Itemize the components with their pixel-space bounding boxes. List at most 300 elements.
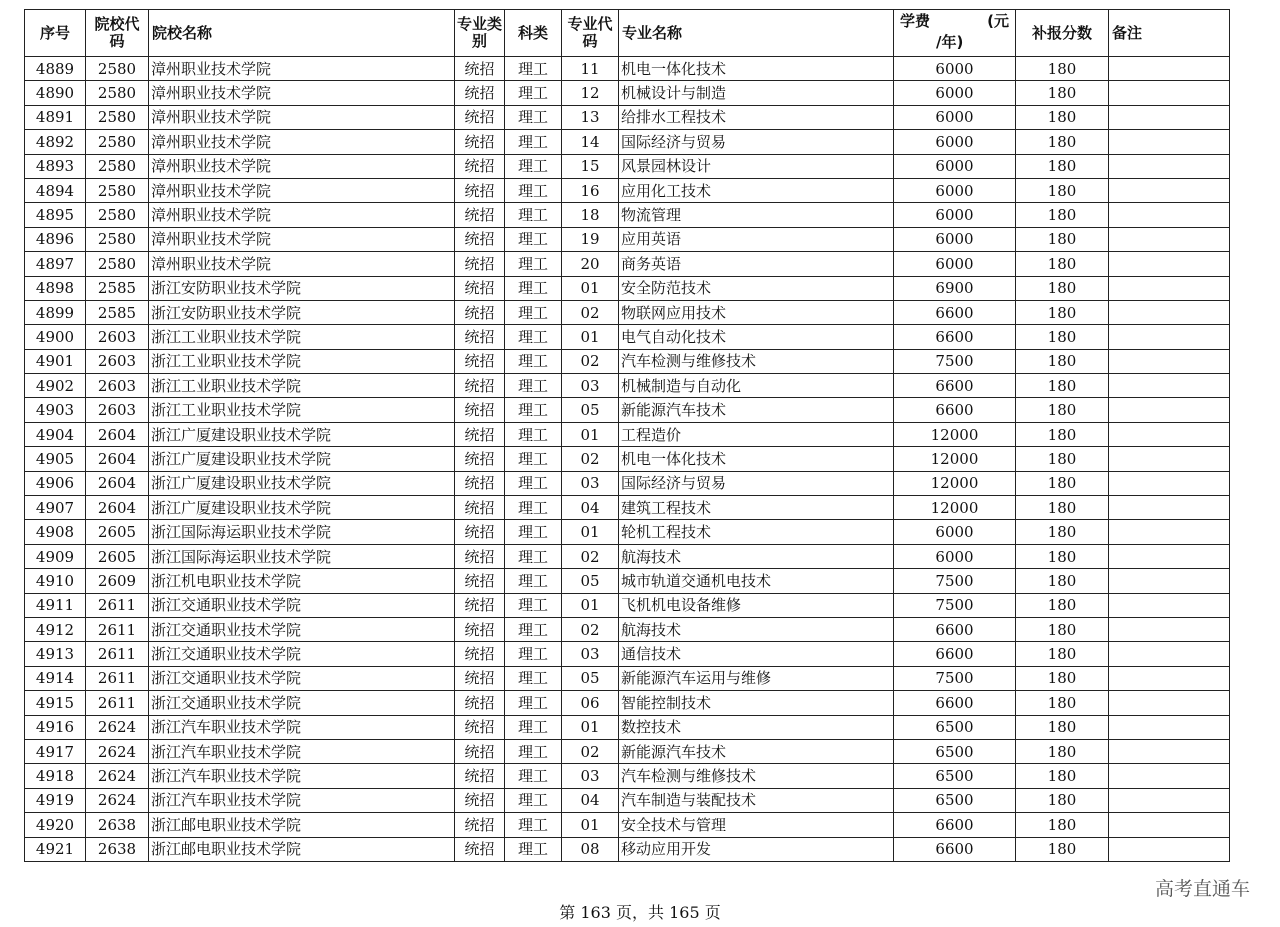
cell-major-name: 电气自动化技术 — [619, 325, 894, 349]
cell-fee: 6000 — [894, 252, 1016, 276]
table-row — [25, 593, 1230, 617]
cell-note — [1109, 617, 1230, 641]
cell-major-name: 汽车检测与维修技术 — [619, 764, 894, 788]
cell-major-name: 飞机机电设备维修 — [619, 593, 894, 617]
cell-seq: 4890 — [25, 81, 86, 105]
cell-major-category: 统招 — [455, 666, 505, 690]
cell-major-name: 工程造价 — [619, 422, 894, 446]
cell-subject: 理工 — [505, 617, 562, 641]
cell-school-name: 浙江安防职业技术学院 — [149, 276, 455, 300]
cell-school-code: 2624 — [86, 788, 149, 812]
cell-score: 180 — [1016, 666, 1109, 690]
cell-major-code: 05 — [562, 398, 619, 422]
cell-note — [1109, 422, 1230, 446]
cell-major-code: 18 — [562, 203, 619, 227]
table-row — [25, 422, 1230, 446]
cell-school-name: 浙江交通职业技术学院 — [149, 666, 455, 690]
cell-score: 180 — [1016, 788, 1109, 812]
cell-score: 180 — [1016, 544, 1109, 568]
cell-fee: 6600 — [894, 813, 1016, 837]
cell-score: 180 — [1016, 764, 1109, 788]
table-row — [25, 57, 1230, 81]
cell-major-name: 新能源汽车运用与维修 — [619, 666, 894, 690]
header-fee-unit-close: /年) — [936, 33, 964, 51]
cell-major-code: 16 — [562, 178, 619, 202]
cell-score: 180 — [1016, 617, 1109, 641]
cell-score: 180 — [1016, 496, 1109, 520]
table-row — [25, 496, 1230, 520]
cell-subject: 理工 — [505, 447, 562, 471]
cell-subject: 理工 — [505, 666, 562, 690]
table-row — [25, 569, 1230, 593]
cell-major-category: 统招 — [455, 349, 505, 373]
cell-score: 180 — [1016, 154, 1109, 178]
cell-school-name: 浙江广厦建设职业技术学院 — [149, 422, 455, 446]
cell-score: 180 — [1016, 325, 1109, 349]
cell-score: 180 — [1016, 691, 1109, 715]
cell-note — [1109, 788, 1230, 812]
cell-major-category: 统招 — [455, 617, 505, 641]
watermark-text: 高考直通车 — [1154, 878, 1250, 900]
cell-major-code: 15 — [562, 154, 619, 178]
cell-major-name: 智能控制技术 — [619, 691, 894, 715]
cell-school-code: 2611 — [86, 691, 149, 715]
cell-score: 180 — [1016, 276, 1109, 300]
cell-seq: 4910 — [25, 569, 86, 593]
cell-seq: 4899 — [25, 300, 86, 324]
cell-note — [1109, 178, 1230, 202]
cell-fee: 6000 — [894, 105, 1016, 129]
table-row — [25, 227, 1230, 251]
cell-major-name: 安全技术与管理 — [619, 813, 894, 837]
cell-major-name: 风景园林设计 — [619, 154, 894, 178]
cell-subject: 理工 — [505, 788, 562, 812]
cell-seq: 4907 — [25, 496, 86, 520]
table-row — [25, 81, 1230, 105]
cell-seq: 4901 — [25, 349, 86, 373]
cell-fee: 6500 — [894, 788, 1016, 812]
cell-major-name: 机电一体化技术 — [619, 447, 894, 471]
cell-fee: 6500 — [894, 715, 1016, 739]
cell-school-name: 漳州职业技术学院 — [149, 227, 455, 251]
cell-major-category: 统招 — [455, 398, 505, 422]
cell-school-name: 漳州职业技术学院 — [149, 252, 455, 276]
cell-score: 180 — [1016, 447, 1109, 471]
cell-major-name: 轮机工程技术 — [619, 520, 894, 544]
cell-fee: 6500 — [894, 739, 1016, 763]
cell-seq: 4900 — [25, 325, 86, 349]
cell-school-code: 2580 — [86, 154, 149, 178]
cell-school-code: 2604 — [86, 471, 149, 495]
table-row — [25, 691, 1230, 715]
cell-major-code: 01 — [562, 813, 619, 837]
header-major-code: 专业代码 — [562, 10, 619, 57]
cell-score: 180 — [1016, 178, 1109, 202]
cell-fee: 6000 — [894, 203, 1016, 227]
cell-score: 180 — [1016, 227, 1109, 251]
header-row — [25, 10, 1230, 57]
cell-note — [1109, 544, 1230, 568]
cell-fee: 7500 — [894, 593, 1016, 617]
cell-major-category: 统招 — [455, 227, 505, 251]
cell-major-name: 机械制造与自动化 — [619, 374, 894, 398]
cell-major-name: 汽车制造与装配技术 — [619, 788, 894, 812]
table-row — [25, 471, 1230, 495]
table-row — [25, 739, 1230, 763]
cell-major-code: 13 — [562, 105, 619, 129]
cell-major-code: 03 — [562, 642, 619, 666]
cell-fee: 12000 — [894, 447, 1016, 471]
cell-school-name: 浙江交通职业技术学院 — [149, 642, 455, 666]
cell-note — [1109, 154, 1230, 178]
header-score: 补报分数 — [1016, 10, 1109, 57]
cell-school-name: 漳州职业技术学院 — [149, 154, 455, 178]
cell-seq: 4916 — [25, 715, 86, 739]
cell-major-name: 航海技术 — [619, 617, 894, 641]
cell-score: 180 — [1016, 203, 1109, 227]
cell-school-code: 2611 — [86, 593, 149, 617]
header-subject: 科类 — [505, 10, 562, 57]
table-row — [25, 178, 1230, 202]
cell-seq: 4904 — [25, 422, 86, 446]
cell-school-code: 2611 — [86, 617, 149, 641]
cell-major-name: 机电一体化技术 — [619, 57, 894, 81]
cell-note — [1109, 691, 1230, 715]
cell-note — [1109, 837, 1230, 861]
cell-major-code: 04 — [562, 788, 619, 812]
cell-note — [1109, 666, 1230, 690]
cell-score: 180 — [1016, 422, 1109, 446]
cell-subject: 理工 — [505, 300, 562, 324]
cell-subject: 理工 — [505, 764, 562, 788]
cell-score: 180 — [1016, 300, 1109, 324]
table-row — [25, 666, 1230, 690]
cell-major-code: 12 — [562, 81, 619, 105]
cell-major-code: 01 — [562, 520, 619, 544]
cell-fee: 6000 — [894, 544, 1016, 568]
cell-score: 180 — [1016, 252, 1109, 276]
cell-school-code: 2603 — [86, 349, 149, 373]
cell-school-code: 2580 — [86, 252, 149, 276]
cell-note — [1109, 227, 1230, 251]
cell-major-name: 移动应用开发 — [619, 837, 894, 861]
cell-major-category: 统招 — [455, 422, 505, 446]
cell-major-category: 统招 — [455, 105, 505, 129]
cell-school-code: 2580 — [86, 178, 149, 202]
cell-major-category: 统招 — [455, 57, 505, 81]
cell-school-code: 2604 — [86, 447, 149, 471]
cell-fee: 7500 — [894, 569, 1016, 593]
cell-school-name: 浙江机电职业技术学院 — [149, 569, 455, 593]
cell-major-name: 新能源汽车技术 — [619, 739, 894, 763]
cell-major-category: 统招 — [455, 178, 505, 202]
cell-major-code: 02 — [562, 300, 619, 324]
table-row — [25, 715, 1230, 739]
cell-note — [1109, 300, 1230, 324]
cell-seq: 4913 — [25, 642, 86, 666]
cell-major-name: 航海技术 — [619, 544, 894, 568]
cell-major-category: 统招 — [455, 203, 505, 227]
cell-school-code: 2580 — [86, 130, 149, 154]
cell-major-category: 统招 — [455, 520, 505, 544]
cell-major-category: 统招 — [455, 739, 505, 763]
cell-major-code: 03 — [562, 374, 619, 398]
cell-score: 180 — [1016, 837, 1109, 861]
cell-fee: 6600 — [894, 325, 1016, 349]
cell-fee: 12000 — [894, 422, 1016, 446]
cell-score: 180 — [1016, 471, 1109, 495]
cell-subject: 理工 — [505, 813, 562, 837]
cell-note — [1109, 81, 1230, 105]
cell-subject: 理工 — [505, 374, 562, 398]
cell-school-name: 浙江汽车职业技术学院 — [149, 715, 455, 739]
cell-fee: 6000 — [894, 520, 1016, 544]
cell-fee: 12000 — [894, 471, 1016, 495]
cell-school-code: 2638 — [86, 813, 149, 837]
cell-seq: 4905 — [25, 447, 86, 471]
cell-fee: 6600 — [894, 300, 1016, 324]
cell-school-code: 2611 — [86, 642, 149, 666]
cell-note — [1109, 252, 1230, 276]
header-fee-unit-open: (元 — [987, 12, 1009, 30]
cell-major-category: 统招 — [455, 544, 505, 568]
cell-score: 180 — [1016, 398, 1109, 422]
cell-major-category: 统招 — [455, 154, 505, 178]
cell-major-category: 统招 — [455, 593, 505, 617]
cell-subject: 理工 — [505, 81, 562, 105]
cell-school-name: 浙江广厦建设职业技术学院 — [149, 447, 455, 471]
cell-seq: 4909 — [25, 544, 86, 568]
cell-note — [1109, 764, 1230, 788]
cell-school-name: 漳州职业技术学院 — [149, 203, 455, 227]
cell-subject: 理工 — [505, 471, 562, 495]
cell-fee: 6600 — [894, 374, 1016, 398]
cell-school-code: 2603 — [86, 398, 149, 422]
cell-score: 180 — [1016, 715, 1109, 739]
cell-subject: 理工 — [505, 569, 562, 593]
cell-school-name: 浙江汽车职业技术学院 — [149, 739, 455, 763]
cell-major-category: 统招 — [455, 447, 505, 471]
cell-seq: 4895 — [25, 203, 86, 227]
cell-school-name: 浙江邮电职业技术学院 — [149, 813, 455, 837]
table-row — [25, 374, 1230, 398]
cell-major-code: 14 — [562, 130, 619, 154]
cell-school-code: 2580 — [86, 105, 149, 129]
cell-school-name: 浙江汽车职业技术学院 — [149, 788, 455, 812]
cell-seq: 4908 — [25, 520, 86, 544]
cell-school-code: 2609 — [86, 569, 149, 593]
cell-major-category: 统招 — [455, 813, 505, 837]
cell-seq: 4917 — [25, 739, 86, 763]
cell-subject: 理工 — [505, 691, 562, 715]
table-body — [25, 57, 1230, 862]
table-row — [25, 349, 1230, 373]
table-row — [25, 837, 1230, 861]
table-row — [25, 203, 1230, 227]
cell-school-code: 2580 — [86, 57, 149, 81]
header-note: 备注 — [1109, 10, 1230, 57]
cell-major-code: 01 — [562, 715, 619, 739]
cell-school-name: 浙江邮电职业技术学院 — [149, 837, 455, 861]
cell-fee: 6600 — [894, 398, 1016, 422]
cell-school-code: 2624 — [86, 764, 149, 788]
header-fee — [894, 10, 1016, 57]
cell-subject: 理工 — [505, 154, 562, 178]
cell-major-category: 统招 — [455, 300, 505, 324]
cell-score: 180 — [1016, 520, 1109, 544]
cell-major-name: 建筑工程技术 — [619, 496, 894, 520]
cell-subject: 理工 — [505, 178, 562, 202]
cell-school-code: 2611 — [86, 666, 149, 690]
table-row — [25, 617, 1230, 641]
table-row — [25, 252, 1230, 276]
cell-major-category: 统招 — [455, 276, 505, 300]
cell-note — [1109, 642, 1230, 666]
cell-subject: 理工 — [505, 496, 562, 520]
cell-fee: 6000 — [894, 81, 1016, 105]
cell-seq: 4912 — [25, 617, 86, 641]
cell-seq: 4903 — [25, 398, 86, 422]
cell-school-name: 浙江交通职业技术学院 — [149, 593, 455, 617]
cell-school-name: 漳州职业技术学院 — [149, 105, 455, 129]
cell-subject: 理工 — [505, 252, 562, 276]
cell-subject: 理工 — [505, 130, 562, 154]
cell-major-code: 05 — [562, 569, 619, 593]
cell-score: 180 — [1016, 642, 1109, 666]
cell-subject: 理工 — [505, 593, 562, 617]
cell-subject: 理工 — [505, 276, 562, 300]
cell-school-name: 浙江国际海运职业技术学院 — [149, 520, 455, 544]
cell-score: 180 — [1016, 813, 1109, 837]
cell-major-code: 01 — [562, 276, 619, 300]
cell-note — [1109, 715, 1230, 739]
cell-note — [1109, 398, 1230, 422]
table-row — [25, 544, 1230, 568]
cell-seq: 4911 — [25, 593, 86, 617]
cell-seq: 4906 — [25, 471, 86, 495]
cell-major-code: 04 — [562, 496, 619, 520]
cell-note — [1109, 130, 1230, 154]
table-row — [25, 813, 1230, 837]
cell-note — [1109, 520, 1230, 544]
cell-fee: 6600 — [894, 642, 1016, 666]
cell-major-name: 给排水工程技术 — [619, 105, 894, 129]
cell-major-category: 统招 — [455, 252, 505, 276]
header-major-name: 专业名称 — [619, 10, 894, 57]
cell-school-code: 2585 — [86, 300, 149, 324]
cell-school-code: 2604 — [86, 496, 149, 520]
cell-major-code: 06 — [562, 691, 619, 715]
cell-seq: 4920 — [25, 813, 86, 837]
cell-seq: 4921 — [25, 837, 86, 861]
table-row — [25, 520, 1230, 544]
cell-fee: 7500 — [894, 666, 1016, 690]
cell-score: 180 — [1016, 739, 1109, 763]
cell-seq: 4896 — [25, 227, 86, 251]
cell-score: 180 — [1016, 81, 1109, 105]
cell-major-code: 01 — [562, 593, 619, 617]
cell-fee: 7500 — [894, 349, 1016, 373]
cell-major-name: 汽车检测与维修技术 — [619, 349, 894, 373]
cell-major-code: 02 — [562, 349, 619, 373]
cell-note — [1109, 325, 1230, 349]
cell-school-name: 漳州职业技术学院 — [149, 57, 455, 81]
table-row — [25, 300, 1230, 324]
cell-major-category: 统招 — [455, 81, 505, 105]
cell-fee: 6000 — [894, 154, 1016, 178]
cell-major-name: 应用英语 — [619, 227, 894, 251]
cell-note — [1109, 593, 1230, 617]
table-row — [25, 105, 1230, 129]
cell-school-code: 2624 — [86, 715, 149, 739]
cell-subject: 理工 — [505, 227, 562, 251]
cell-subject: 理工 — [505, 398, 562, 422]
cell-major-code: 01 — [562, 325, 619, 349]
cell-major-name: 物联网应用技术 — [619, 300, 894, 324]
cell-school-name: 漳州职业技术学院 — [149, 81, 455, 105]
cell-note — [1109, 471, 1230, 495]
cell-major-code: 20 — [562, 252, 619, 276]
cell-seq: 4891 — [25, 105, 86, 129]
cell-major-code: 08 — [562, 837, 619, 861]
cell-school-code: 2603 — [86, 374, 149, 398]
cell-subject: 理工 — [505, 325, 562, 349]
cell-major-name: 应用化工技术 — [619, 178, 894, 202]
cell-major-category: 统招 — [455, 715, 505, 739]
cell-major-category: 统招 — [455, 642, 505, 666]
cell-major-name: 商务英语 — [619, 252, 894, 276]
cell-school-name: 浙江工业职业技术学院 — [149, 325, 455, 349]
cell-school-name: 浙江汽车职业技术学院 — [149, 764, 455, 788]
cell-score: 180 — [1016, 130, 1109, 154]
cell-subject: 理工 — [505, 642, 562, 666]
cell-major-code: 03 — [562, 471, 619, 495]
cell-fee: 6000 — [894, 130, 1016, 154]
cell-school-name: 浙江交通职业技术学院 — [149, 691, 455, 715]
cell-major-code: 02 — [562, 739, 619, 763]
cell-major-name: 国际经济与贸易 — [619, 130, 894, 154]
cell-seq: 4892 — [25, 130, 86, 154]
cell-subject: 理工 — [505, 544, 562, 568]
cell-major-name: 物流管理 — [619, 203, 894, 227]
cell-note — [1109, 105, 1230, 129]
cell-school-code: 2624 — [86, 739, 149, 763]
header-school-name: 院校名称 — [149, 10, 455, 57]
table-row — [25, 130, 1230, 154]
cell-major-code: 05 — [562, 666, 619, 690]
cell-note — [1109, 813, 1230, 837]
cell-fee: 6600 — [894, 617, 1016, 641]
cell-note — [1109, 276, 1230, 300]
cell-fee: 6900 — [894, 276, 1016, 300]
cell-fee: 6000 — [894, 227, 1016, 251]
cell-school-code: 2603 — [86, 325, 149, 349]
cell-note — [1109, 739, 1230, 763]
cell-score: 180 — [1016, 569, 1109, 593]
cell-school-code: 2585 — [86, 276, 149, 300]
cell-school-name: 浙江工业职业技术学院 — [149, 374, 455, 398]
cell-school-name: 浙江安防职业技术学院 — [149, 300, 455, 324]
cell-seq: 4894 — [25, 178, 86, 202]
cell-fee: 12000 — [894, 496, 1016, 520]
cell-school-name: 浙江工业职业技术学院 — [149, 349, 455, 373]
table-row — [25, 154, 1230, 178]
cell-subject: 理工 — [505, 57, 562, 81]
cell-major-code: 03 — [562, 764, 619, 788]
cell-major-category: 统招 — [455, 691, 505, 715]
cell-subject: 理工 — [505, 203, 562, 227]
table-row — [25, 788, 1230, 812]
